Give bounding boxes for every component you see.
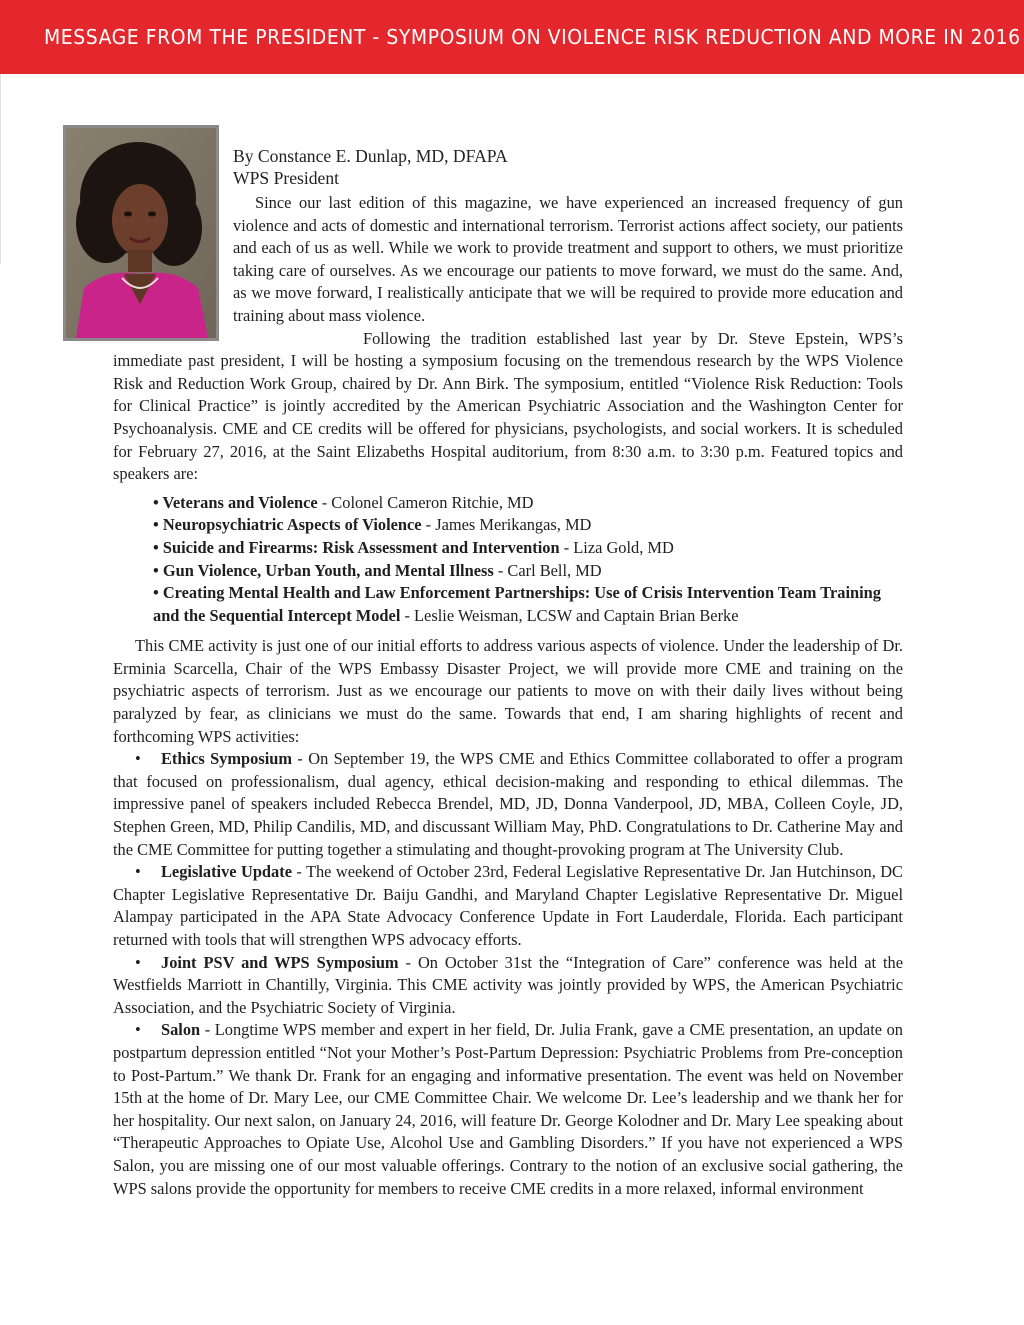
activity-salon bbox=[113, 1019, 903, 1200]
bullet: • bbox=[135, 1020, 141, 1040]
activity-text: - On October 31st the “Integration of Care” conference was held at the Westfields Marriott in Chantilly, Virginia. This CME activity was jointly provided by WPS, the American Psychiatric Association, and the Psychiatric Society of Virginia. bbox=[113, 952, 903, 1017]
activity-title: Joint PSV and WPS Symposium bbox=[161, 952, 399, 972]
activity-text: - On September 19, the WPS CME and Ethics Committee collaborated to offer a program that focused on professionalism, dual agency, ethical decision-making and responding to ethical dilemmas. The impressive panel of speakers included Rebecca Brendel, MD, JD, Donna Vanderpool, JD, MBA, Colleen Coyle, JD, Stephen Green, MD, Philip Candilis, MD, and discussant William May, PhD. Congratulations to Dr. Catherine May and the CME Committee for putting together a stimulating and thought-provoking program at The University Club. bbox=[113, 749, 903, 859]
topic-item bbox=[153, 582, 903, 627]
topic-item bbox=[153, 492, 903, 515]
bullet: • bbox=[135, 749, 141, 769]
author-name: By Constance E. Dunlap, MD, DFAPA bbox=[233, 146, 508, 166]
header-banner bbox=[0, 0, 1024, 74]
portrait-image bbox=[66, 128, 216, 338]
topic-title: • Creating Mental Health and Law Enforcement Partnerships: Use of Crisis Intervention Team Training and the Sequential Intercept Model bbox=[153, 583, 881, 625]
topic-speaker: - Colonel Cameron Ritchie, MD bbox=[317, 492, 534, 512]
topic-title: • Veterans and Violence bbox=[153, 492, 318, 512]
topic-title: • Suicide and Firearms: Risk Assessment and Intervention bbox=[153, 537, 560, 557]
intro-paragraph: Since our last edition of this magazine, we have experienced an increased frequency of gun violence and acts of domestic and international terrorism. Terrorist actions affect society, our patients and each of us as well. While we work to provide treatment and support to others, we must prioritize taking care of ourselves. As we encourage our patients to move forward, we must do the same. And, as we move forward, I realistically anticipate that we will be required to provide more education and training about mass violence. bbox=[233, 193, 903, 325]
page-title: MESSAGE FROM THE PRESIDENT - SYMPOSIUM ON VIOLENCE RISK REDUCTION AND MORE IN 2016 bbox=[44, 25, 1021, 49]
bullet: • bbox=[135, 952, 141, 972]
activity-title: Ethics Symposium bbox=[161, 749, 293, 769]
topic-speaker: - James Merikangas, MD bbox=[421, 515, 592, 535]
activity-title: Legislative Update bbox=[161, 862, 292, 882]
activity-title: Salon bbox=[161, 1020, 201, 1040]
topic-item bbox=[153, 560, 903, 583]
topic-item bbox=[153, 537, 903, 560]
activity-text: - Longtime WPS member and expert in her field, Dr. Julia Frank, gave a CME presentation, an update on postpartum depression entitled “Not your Mother’s Post-Partum Depression: Psychiatric Problems from Pre-conception to Post-Partum.” We thank Dr. Frank for an engaging and informative presentation. The event was held on November 15th at the home of Dr. Mary Lee, our CME Committee Chair. We welcome Dr. Lee’s leadership and we thank her for her hospitality. Our next salon, on January 24, 2016, will feature Dr. George Kolodner and Dr. Mary Lee speaking about “Therapeutic Approaches to Opiate Use, Alcohol Use and Gambling Disorders.” If you have not experienced a WPS Salon, you are missing one of our most valuable offerings. Contrary to the notion of an exclusive social gathering, the WPS salons provide the opportunity for members to receive CME credits in a more relaxed, informal environment bbox=[113, 1020, 903, 1198]
bullet: • bbox=[135, 862, 141, 882]
topic-title: • Gun Violence, Urban Youth, and Mental Illness bbox=[153, 560, 494, 580]
article-body bbox=[113, 125, 903, 1200]
activity-ethics bbox=[113, 748, 903, 861]
activity-legislative bbox=[113, 861, 903, 951]
topic-speaker: - Liza Gold, MD bbox=[559, 537, 674, 557]
author-role: WPS President bbox=[233, 168, 340, 188]
activity-joint-symposium bbox=[113, 952, 903, 1020]
topics-list bbox=[153, 492, 903, 628]
topic-title: • Neuropsychiatric Aspects of Violence bbox=[153, 515, 422, 535]
activity-text: - The weekend of October 23rd, Federal Legislative Representative Dr. Jan Hutchinson, DC Chapter Legislative Representative Dr. Baiju Gandhi, and Maryland Chapter Legislative Representative Dr. Miguel Alampay participated in the APA State Advocacy Conference Update in Fort Lauderdale, Florida. Each participant returned with tools that will strengthen WPS advocacy efforts. bbox=[113, 862, 903, 949]
cme-paragraph: This CME activity is just one of our initial efforts to address various aspects of violence. Under the leadership of Dr. Erminia Scarcella, Chair of the WPS Embassy Disaster Project, we will provide more CME and training on the psychiatric aspects of terrorism. Just as we encourage our patients to move on with their daily lives without being paralyzed by fear, as clinicians we must do the same. Towards that end, I am sharing highlights of recent and forthcoming WPS activities: bbox=[113, 636, 903, 746]
author-photo bbox=[63, 125, 219, 341]
topic-item bbox=[153, 514, 903, 537]
topic-speaker: - Leslie Weisman, LCSW and Captain Brian Berke bbox=[400, 605, 739, 625]
symposium-paragraph: Following the tradition established last year by Dr. Steve Epstein, WPS’s immediate past president, I will be hosting a symposium focusing on the tremendous research by the WPS Violence Risk and Reduction Work Group, chaired by Dr. Ann Birk. The symposium, entitled “Violence Risk Reduction: Tools for Clinical Practice” is jointly accredited by the American Psychiatric Association and the Washington Center for Psychoanalysis. CME and CE credits will be offered for physicians, psychologists, and social workers. It is scheduled for February 27, 2016, at the Saint Elizabeths Hospital auditorium, from 8:30 a.m. to 3:30 p.m. Featured topics and speakers are: bbox=[113, 328, 903, 484]
topic-speaker: - Carl Bell, MD bbox=[493, 560, 602, 580]
byline bbox=[113, 145, 903, 189]
page-edge-line bbox=[0, 74, 1, 264]
